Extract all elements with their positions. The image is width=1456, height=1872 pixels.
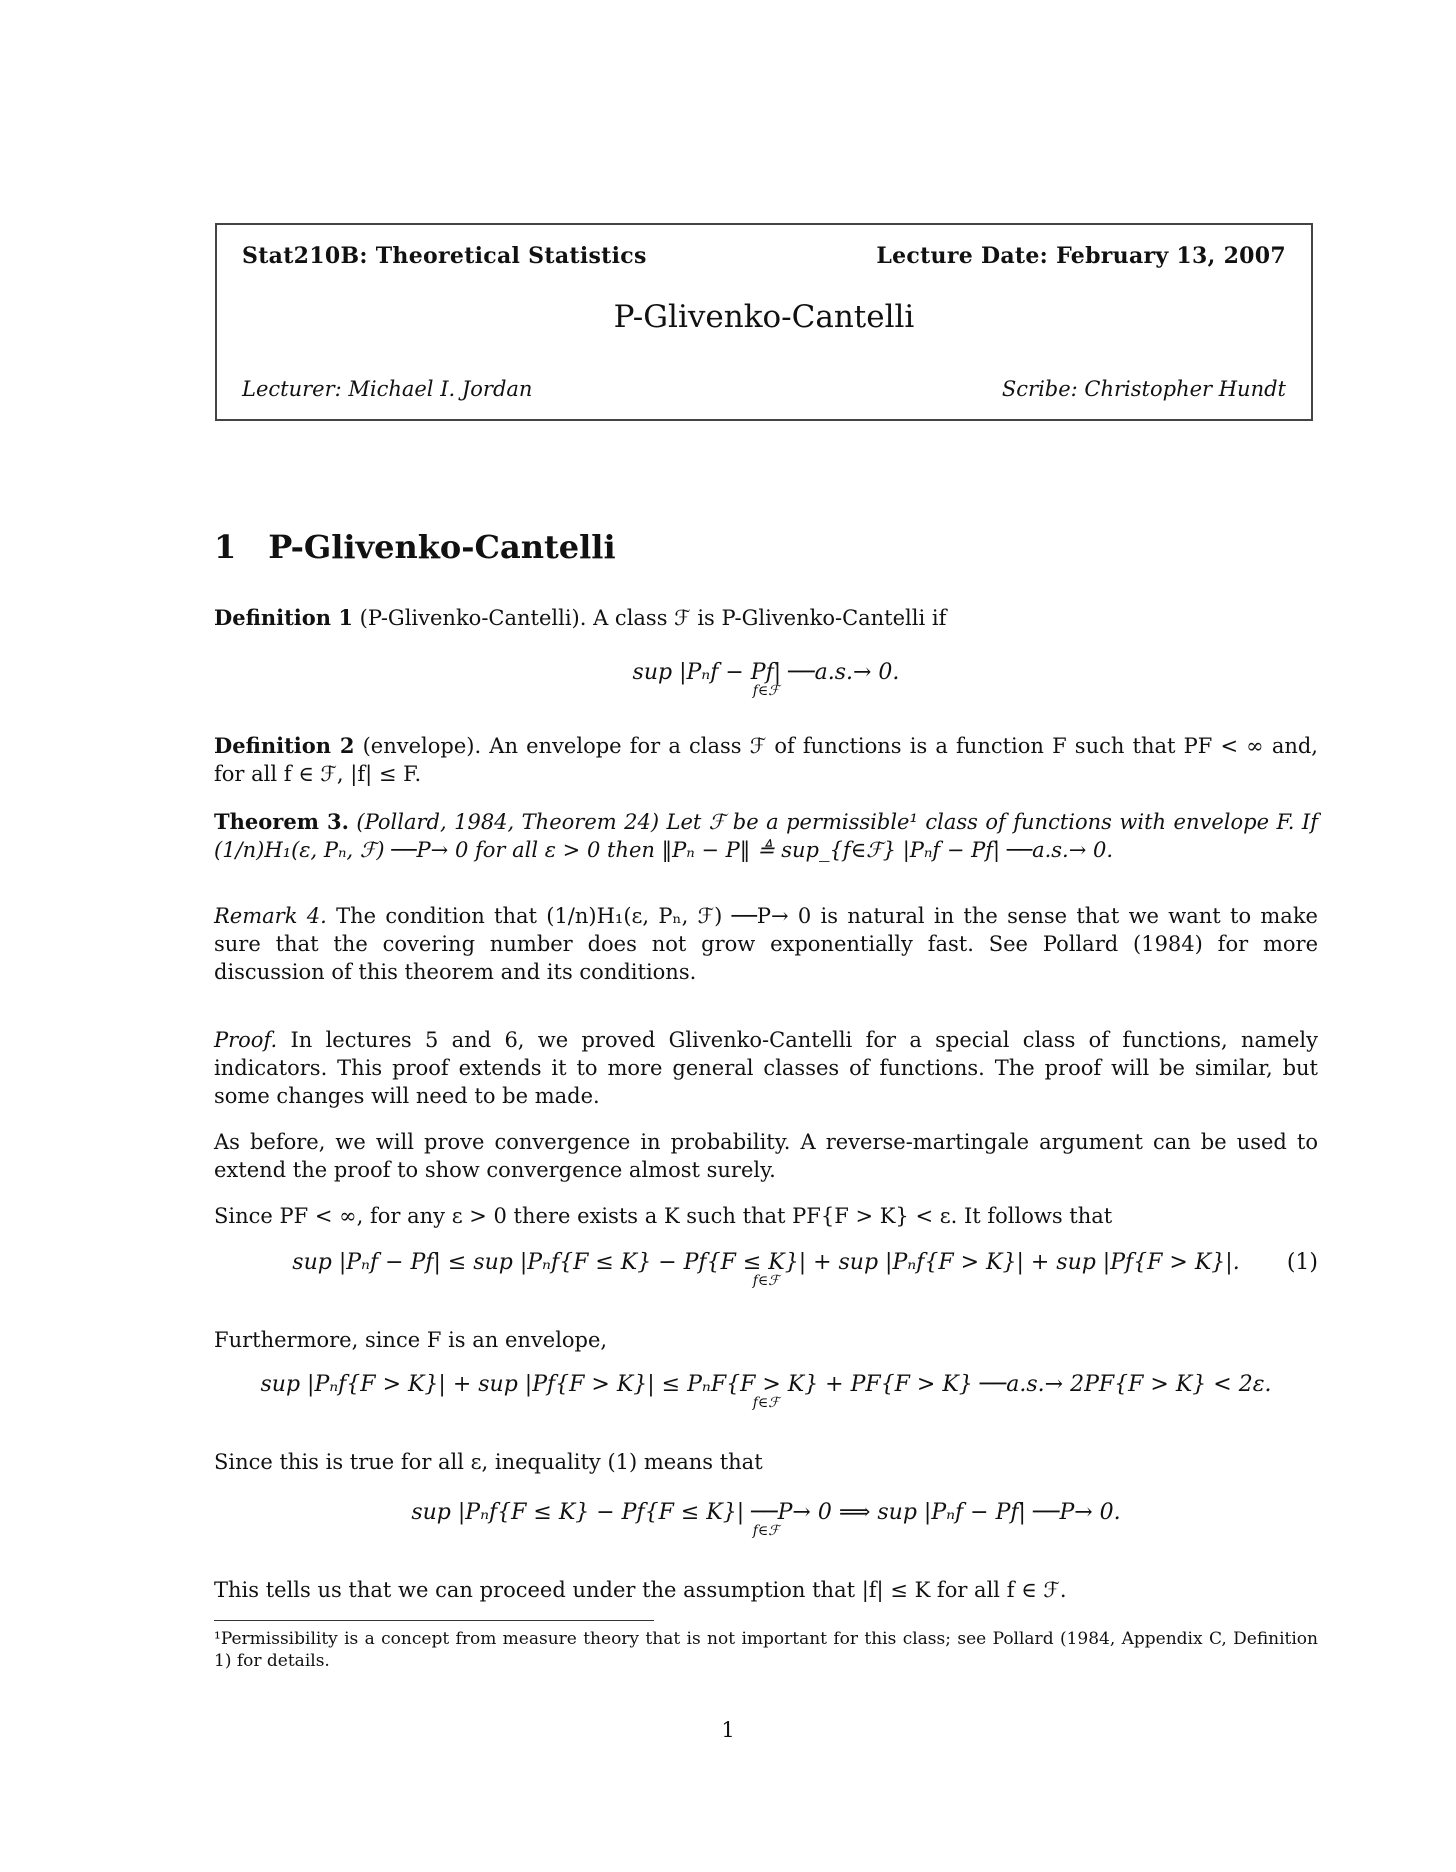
proof-paragraph-2: As before, we will prove convergence in probability. A reverse-martingale argument can be used to extend the proof to show convergence almost surely. [214, 1130, 1318, 1182]
section-number: 1 [214, 528, 237, 566]
definition-2 [214, 732, 1318, 788]
proof-paragraph-5: Since this is true for all ε, inequality (1) means that [214, 1450, 763, 1474]
remark-4-label: Remark 4. [214, 904, 327, 928]
proof-paragraph-3: Since PF < ∞, for any ε > 0 there exists a K such that PF{F > K} < ε. It follows that [214, 1204, 1113, 1228]
footnote-rule [214, 1620, 654, 1621]
equation-3-body: sup |Pₙf{F ≤ K} − Pf{F ≤ K}| ──P→ 0 ⟹ sup |Pₙf − Pf| ──P→ 0. [411, 1500, 1121, 1525]
definition-1-equation-body: sup |Pₙf − Pf| ──a.s.→ 0. [632, 660, 900, 685]
proof-paragraph-4: Furthermore, since F is an envelope, [214, 1328, 608, 1352]
section-heading [214, 528, 616, 566]
definition-2-label: Definition 2 [214, 733, 355, 758]
theorem-3-label: Theorem 3. [214, 809, 349, 834]
page-number: 1 [721, 1718, 735, 1742]
scribe-name: Scribe: Christopher Hundt [1001, 377, 1286, 401]
equation-2-body: sup |Pₙf{F > K}| + sup |Pf{F > K}| ≤ PₙF{F > K} + PF{F > K} ──a.s.→ 2PF{F > K} < 2ε. [260, 1372, 1272, 1397]
lecture-date: Lecture Date: February 13, 2007 [876, 243, 1286, 269]
equation-1 [214, 1250, 1318, 1289]
header-top-row [242, 243, 1286, 269]
definition-1-text: (P-Glivenko-Cantelli). A class ℱ is P-Glivenko-Cantelli if [359, 606, 947, 630]
definition-2-text: (envelope). An envelope for a class ℱ of functions is a function F such that PF < ∞ and, for all f ∈ ℱ, |f| ≤ F. [214, 734, 1318, 786]
lecture-title: P-Glivenko-Cantelli [613, 299, 915, 335]
theorem-3-text: (Pollard, 1984, Theorem 24) Let ℱ be a permissible¹ class of functions with envelope F. If (1/n)H₁(ε, Pₙ, ℱ) ──P→ 0 for all ε > 0 then ‖Pₙ − P‖ ≜ sup_{f∈ℱ} |Pₙf − Pf| ──a.s.→ 0. [214, 810, 1318, 862]
proof-p1-text: In lectures 5 and 6, we proved Glivenko-Cantelli for a special class of functions, namely indicators. This proof extends it to more general classes of functions. The proof will be similar, but some changes will need to be made. [214, 1028, 1318, 1108]
proof-label: Proof. [214, 1028, 278, 1052]
course-title: Stat210B: Theoretical Statistics [242, 243, 647, 269]
proof-paragraph-6: This tells us that we can proceed under the assumption that |f| ≤ K for all f ∈ ℱ. [214, 1578, 1067, 1602]
proof-paragraph-1 [214, 1026, 1318, 1110]
definition-1-equation [214, 660, 1318, 699]
equation-1-body: sup |Pₙf − Pf| ≤ sup |Pₙf{F ≤ K} − Pf{F ≤ K}| + sup |Pₙf{F > K}| + sup |Pf{F > K}|. [292, 1250, 1240, 1275]
remark-4 [214, 902, 1318, 986]
definition-1-label: Definition 1 [214, 605, 353, 630]
equation-3-subscript: f∈ℱ [752, 1523, 780, 1539]
definition-1 [214, 604, 1318, 632]
lecturer-name: Lecturer: Michael I. Jordan [242, 377, 533, 401]
footnote: ¹Permissibility is a concept from measure theory that is not important for this class; see Pollard (1984, Appendix C, Definition 1) for details. [214, 1629, 1318, 1671]
theorem-3 [214, 808, 1318, 864]
equation-1-subscript: f∈ℱ [752, 1273, 780, 1289]
equation-2-subscript: f∈ℱ [752, 1395, 780, 1411]
equation-3 [214, 1500, 1318, 1539]
equation-1-number: (1) [1286, 1250, 1318, 1275]
header-bottom-row [242, 377, 1286, 401]
equation-2 [214, 1372, 1318, 1411]
lecture-header-box [215, 223, 1313, 421]
remark-4-text: The condition that (1/n)H₁(ε, Pₙ, ℱ) ──P→ 0 is natural in the sense that we want to make sure that the covering number does not grow exponentially fast. See Pollard (1984) for more discussion of this theorem and its conditions. [214, 904, 1318, 984]
definition-1-equation-subscript: f∈ℱ [752, 683, 780, 699]
section-title-text: P-Glivenko-Cantelli [268, 528, 616, 566]
